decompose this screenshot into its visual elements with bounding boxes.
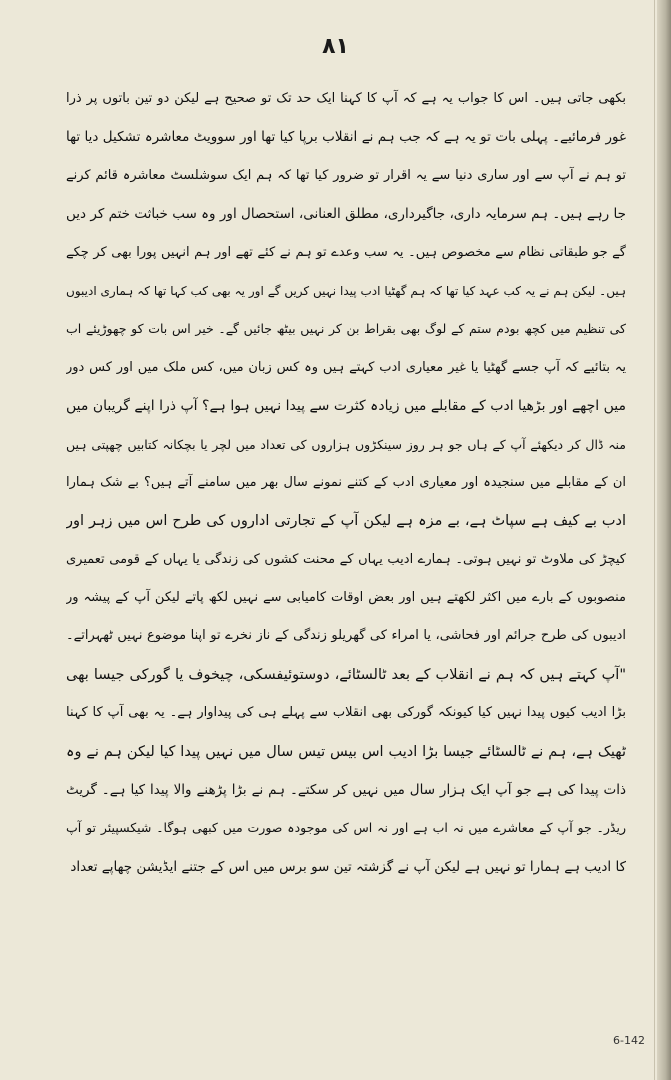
text-line: ٹھیک ہے، ہم نے ٹالسٹائے جیسا بڑا ادیب اس بیس تیس سال میں نہیں پیدا کیا لیکن ہم نے وہ bbox=[66, 743, 626, 760]
text-line: غور فرمائیے۔ پہلی بات تو یہ ہے کہ جب ہم نے انقلاب برپا کیا تھا اور سوویٹ معاشرہ تشکیل دیا تھا bbox=[66, 129, 626, 146]
text-line: میں اچھے اور بڑھیا ادب کے مقابلے میں زیادہ کثرت سے پیدا نہیں ہوا ہے؟ آپ ذرا اپنے گریبان میں bbox=[66, 398, 626, 415]
text-line: جا رہے ہیں۔ ہم سرمایہ داری، جاگیرداری، مطلق العنانی، استحصال اور وہ سب خباثت ختم کر دیں bbox=[66, 206, 626, 223]
text-line: ادیبوں کی طرح جرائم اور فحاشی، یا امراء کی گھریلو زندگی کے ناز نخرے تو اپنا موضوع نہیں ٹھہراتے۔ bbox=[66, 628, 626, 644]
text-line: گے جو طبقاتی نظام سے مخصوص ہیں۔ یہ سب وعدے تو ہم نے کئے تھے اور ہم انہیں پورا بھی کر چکے bbox=[66, 244, 626, 260]
text-line: ذات پیدا کی ہے جو آپ ایک ہزار سال میں نہیں کر سکتے۔ ہم نے بڑا پڑھنے والا پیدا کیا ہے۔ گریٹ bbox=[66, 782, 626, 799]
binding-line bbox=[654, 0, 655, 1080]
text-line: بڑا ادیب کیوں پیدا نہیں کیا کیونکہ گورکی بھی انقلاب سے پہلے ہی کی پیداوار ہے۔ یہ بھی آپ کا کہنا bbox=[66, 705, 626, 721]
text-line: بکھی جاتی ہیں۔ اس کا جواب یہ ہے کہ آپ کا کہنا ایک حد تک تو صحیح ہے لیکن دو تین باتوں پر ذرا bbox=[66, 91, 626, 106]
text-line: ان کے مقابلے میں سنجیدہ اور معیاری ادب کے کتنے نمونے سال بھر میں سامنے آتے ہیں؟ بے شک ہمارا bbox=[66, 474, 626, 490]
text-line: منصوبوں کے بارے میں اکثر لکھتے ہیں اور بعض اوقات کامیابی سے نہیں لکھ پاتے لیکن آپ کے پیشہ ور bbox=[66, 590, 626, 606]
text-line: کی تنظیم میں کچھ بودم ستم کے لوگ بھی بقراط بن کر نہیں بیٹھ جائیں گے۔ خیر اس بات کو چھوڑیئے اب bbox=[66, 321, 626, 337]
text-line: منہ ڈال کر دیکھئے آپ کے ہاں جو ہر روز سینکڑوں ہزاروں کی تعداد میں لچر یا بچکانہ کتابیں چھپتی ہیں bbox=[66, 436, 626, 452]
text-line: ہیں۔ لیکن ہم نے یہ کب عہد کیا تھا کہ ہم گھٹیا ادب پیدا نہیں کریں گے اور یہ بھی کب کہا تھا کہ ہماری ادیبوں bbox=[66, 283, 626, 298]
printer-signature-mark: 6-142 bbox=[613, 1034, 645, 1047]
body-text bbox=[66, 80, 626, 886]
text-line: ریڈر۔ جو آپ کے معاشرے میں نہ اب ہے اور نہ اس کی موجودہ صورت میں کبھی ہوگا۔ شیکسپیئر تو آپ bbox=[66, 820, 626, 836]
text-line: تو ہم نے آپ سے اور ساری دنیا سے یہ اقرار تو ضرور کیا تھا کہ ہم ایک سوشلسٹ معاشرہ قائم کرنے bbox=[66, 167, 626, 183]
text-line: ادب بے کیف ہے سپاٹ ہے، بے مزہ ہے لیکن آپ کے تجارتی اداروں کی طرح اس میں زہر اور bbox=[66, 513, 626, 530]
text-line: کا ادیب ہے ہمارا تو نہیں ہے لیکن آپ نے گزشتہ تین سو برس میں اس کے جتنے ایڈیشن چھاپے تعداد bbox=[70, 858, 626, 875]
text-line: کیچڑ کی ملاوٹ تو نہیں ہوتی۔ ہمارے ادیب یہاں کے محنت کشوں کی زندگی یا یہاں کے قومی تعمیری bbox=[66, 551, 626, 567]
book-binding-edge bbox=[657, 0, 671, 1080]
text-line: "آپ کہتے ہیں کہ ہم نے انقلاب کے بعد ٹالسٹائے، دوستوئیفسکی، چیخوف یا گورکی جیسا بھی bbox=[66, 666, 626, 683]
page-number: ۸۱ bbox=[322, 34, 349, 59]
text-line: یہ بتائیے کہ آپ جسے گھٹیا یا غیر معیاری ادب کہتے ہیں وہ کس زبان میں، کس ملک میں اور کس دور bbox=[66, 359, 626, 375]
